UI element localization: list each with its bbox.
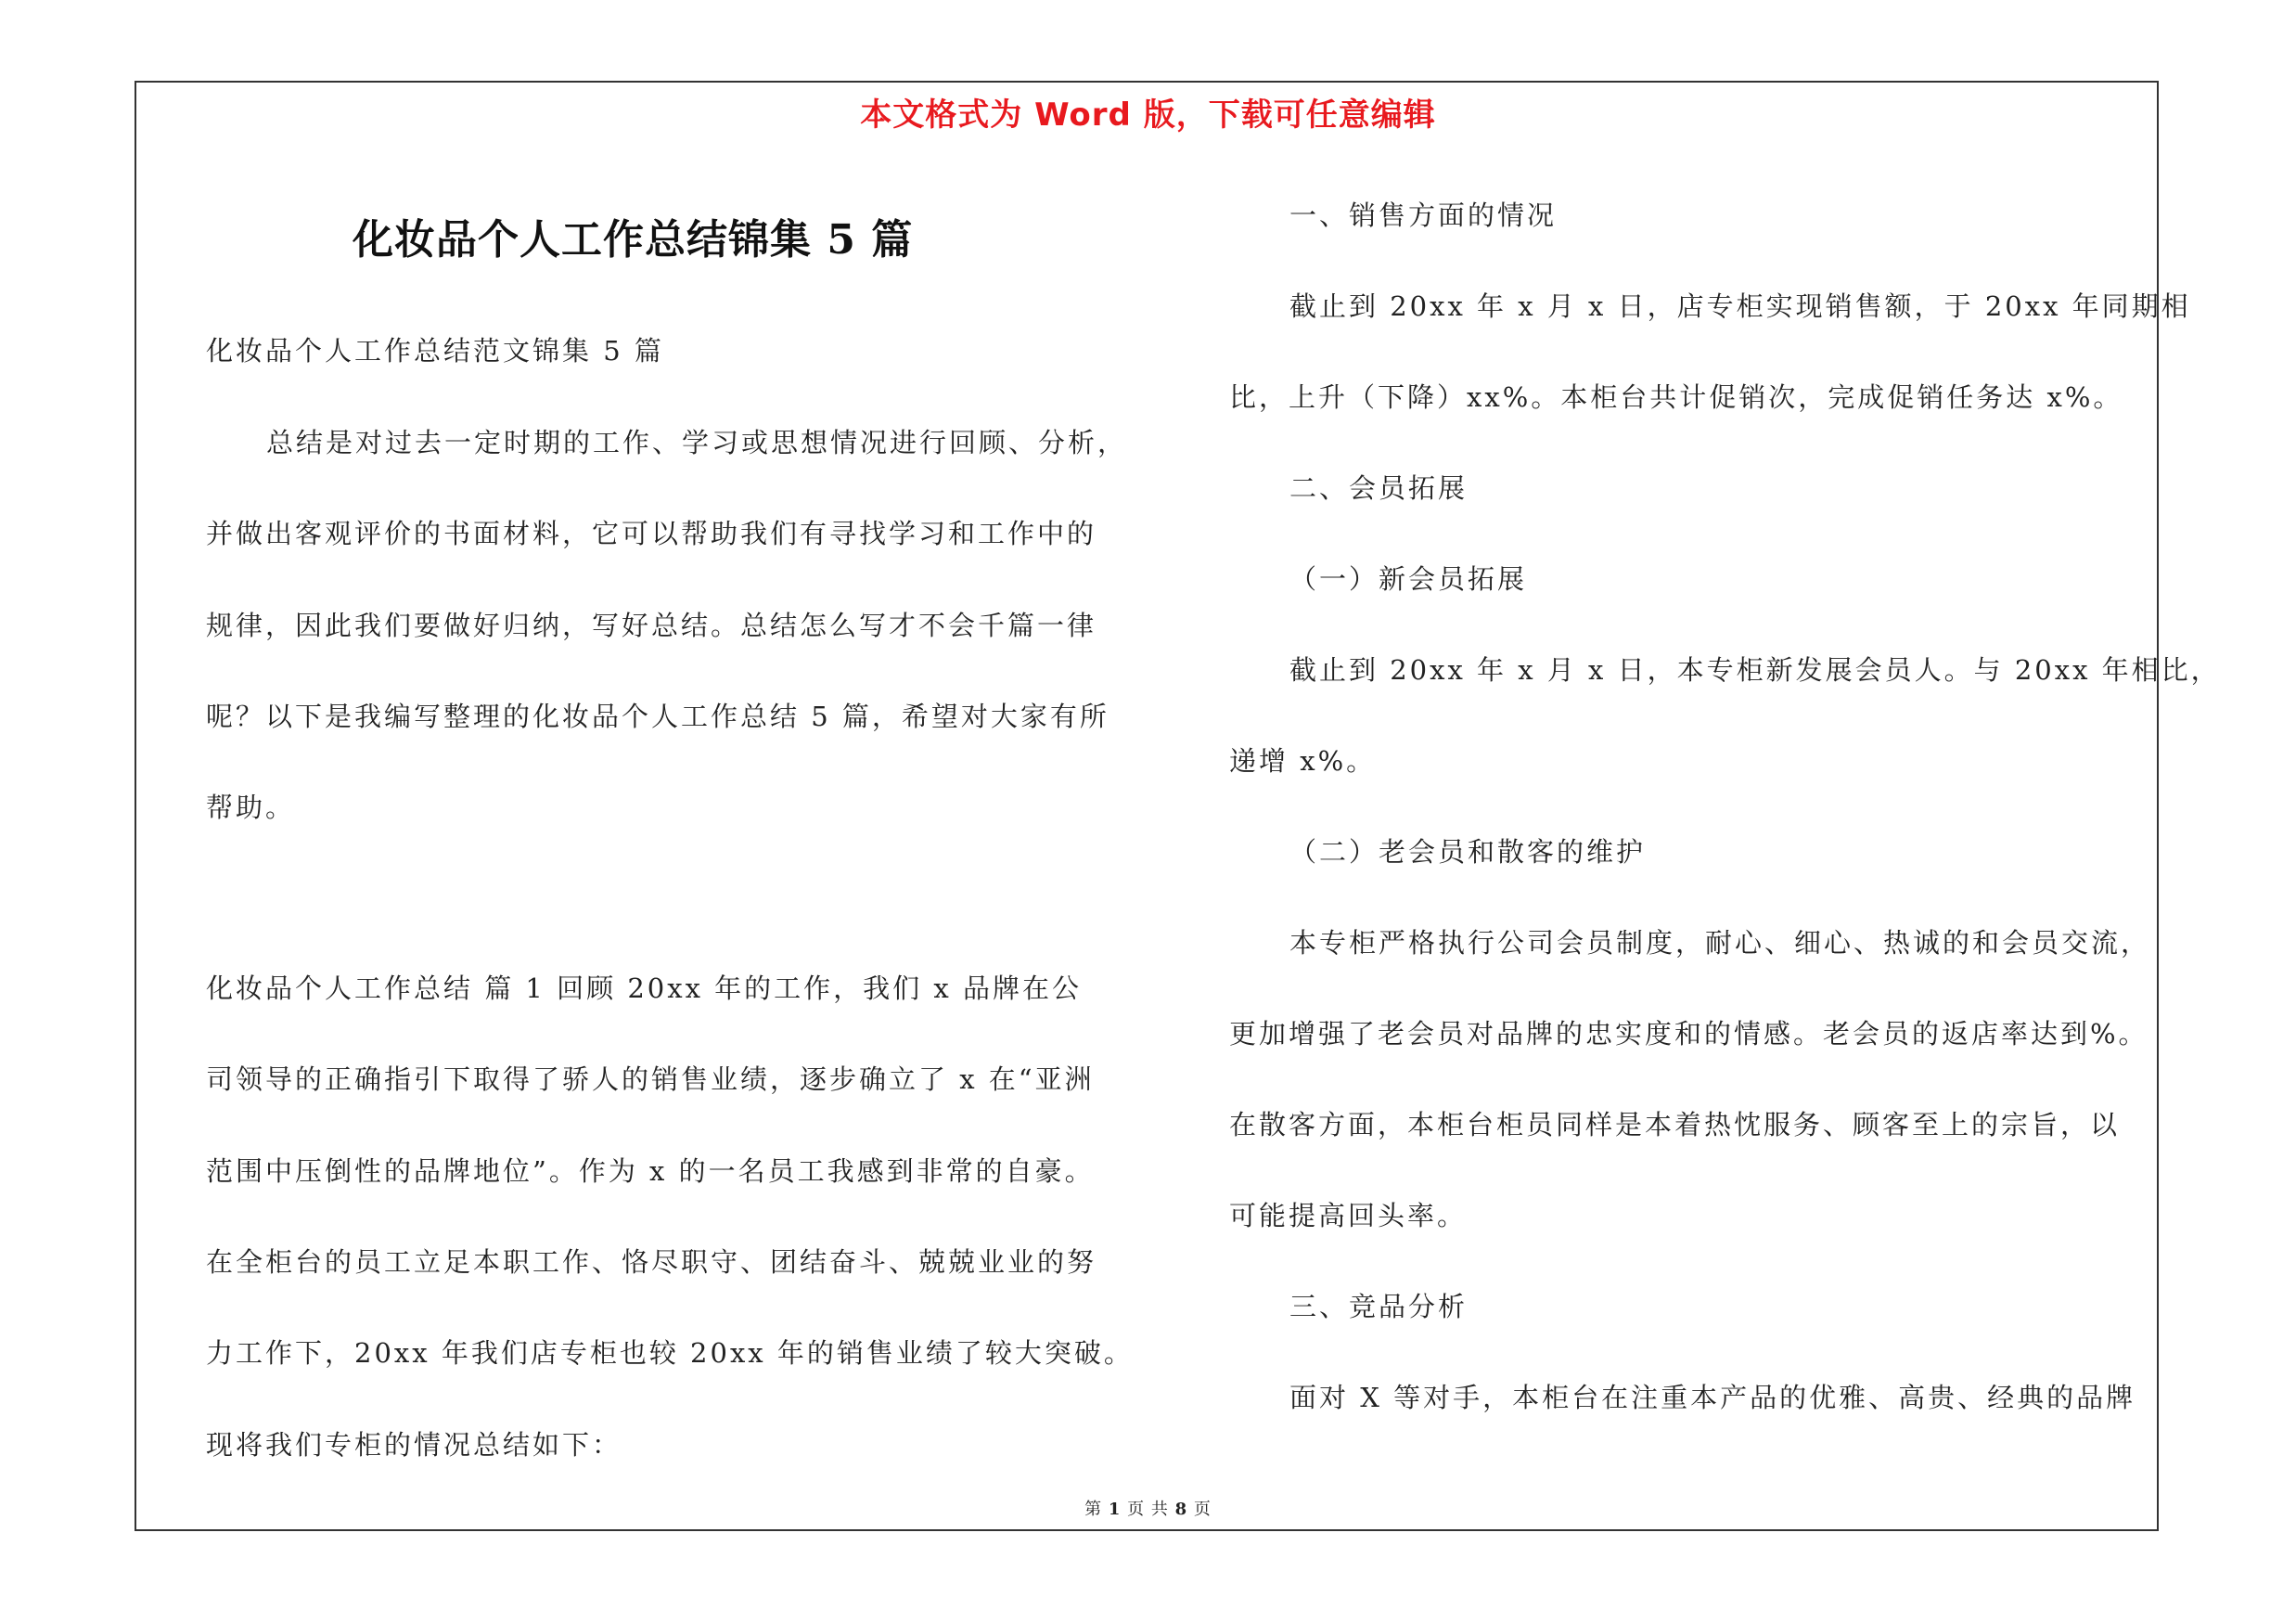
- body-line: 递增 x%。: [1229, 745, 1377, 777]
- page-counter: [0, 1496, 2296, 1520]
- heading-line: 三、竞品分析: [1289, 1291, 1469, 1322]
- heading-line: 二、会员拓展: [1289, 472, 1469, 504]
- body-line: 司领导的正确指引下取得了骄人的销售业绩，逐步确立了 x 在“亚洲: [206, 1063, 1095, 1095]
- subtitle-line: 化妆品个人工作总结范文锦集 5 篇: [206, 335, 664, 367]
- subheading-line: （一）新会员拓展: [1289, 563, 1528, 595]
- body-line: 可能提高回头率。: [1229, 1200, 1468, 1231]
- body-line: 截止到 20xx 年 x 月 x 日，本专柜新发展会员人。与 20xx 年相比，: [1289, 654, 2221, 686]
- body-line: 现将我们专柜的情况总结如下：: [206, 1429, 622, 1461]
- body-line: 呢？以下是我编写整理的化妆品个人工作总结 5 篇，希望对大家有所: [206, 701, 1110, 732]
- body-line: 帮助。: [206, 792, 296, 823]
- total-pages-number: 8: [1174, 1500, 1188, 1519]
- section-heading-line: 化妆品个人工作总结 篇 1 回顾 20xx 年的工作，我们 x 品牌在公: [206, 973, 1082, 1004]
- body-line: 范围中压倒性的品牌地位”。作为 x 的一名员工我感到非常的自豪。: [206, 1155, 1095, 1187]
- body-line: 更加增强了老会员对品牌的忠实度和的情感。老会员的返店率达到%。: [1229, 1018, 2148, 1050]
- document-title: 化妆品个人工作总结锦集 5 篇: [353, 216, 914, 264]
- format-banner: 本文格式为 Word 版，下载可任意编辑: [860, 97, 1436, 134]
- page-counter-prefix: 第: [1084, 1500, 1103, 1519]
- body-line: 面对 X 等对手，本柜台在注重本产品的优雅、高贵、经典的品牌: [1289, 1382, 2136, 1413]
- body-line: 总结是对过去一定时期的工作、学习或思想情况进行回顾、分析，: [266, 427, 1128, 458]
- heading-line: 一、销售方面的情况: [1289, 200, 1558, 231]
- page-counter-mid: 页 共: [1127, 1500, 1169, 1519]
- body-line: 比，上升（下降）xx%。本柜台共计促销次，完成促销任务达 x%。: [1229, 381, 2123, 413]
- body-line: 截止到 20xx 年 x 月 x 日，店专柜实现销售额，于 20xx 年同期相: [1289, 290, 2191, 322]
- body-line: 力工作下，20xx 年我们店专柜也较 20xx 年的销售业绩了较大突破。: [206, 1337, 1134, 1369]
- body-line: 在散客方面，本柜台柜员同样是本着热忱服务、顾客至上的宗旨，以: [1229, 1109, 2121, 1140]
- body-line: 并做出客观评价的书面材料，它可以帮助我们有寻找学习和工作中的: [206, 518, 1097, 549]
- body-line: 本专柜严格执行公司会员制度，耐心、细心、热诚的和会员交流，: [1289, 927, 2151, 959]
- subheading-line: （二）老会员和散客的维护: [1289, 836, 1647, 868]
- page-counter-suffix: 页: [1193, 1500, 1212, 1519]
- body-line: 在全柜台的员工立足本职工作、恪尽职守、团结奋斗、兢兢业业的努: [206, 1246, 1097, 1278]
- current-page-number: 1: [1108, 1500, 1122, 1519]
- body-line: 规律，因此我们要做好归纳，写好总结。总结怎么写才不会千篇一律: [206, 610, 1097, 641]
